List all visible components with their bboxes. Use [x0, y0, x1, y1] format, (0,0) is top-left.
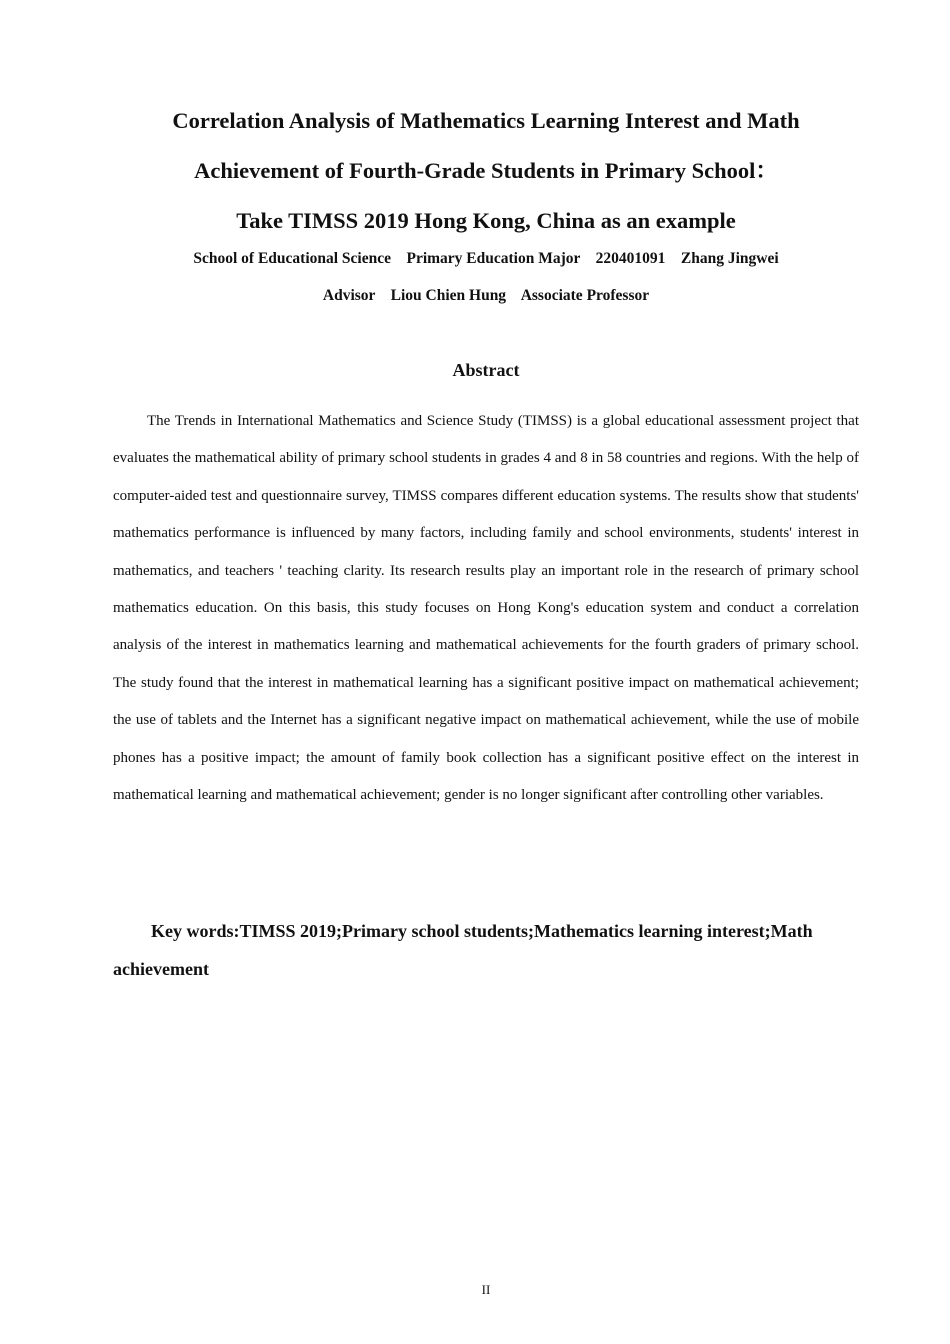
abstract-body: The Trends in International Mathematics and Science Study (TIMSS) is a global educational assessment project that evaluates the mathematical ability of primary school students in grades 4 and 8 in 58 countries and regions. With the help of computer-aided test and questionnaire survey, TIMSS compares different education systems. The results show that students' mathematics performance is influenced by many factors, including family and school environments, students' interest in mathematics, and teachers ' teaching clarity. Its research results play an important role in the research of primary school mathematics education. On this basis, this study focuses on Hong Kong's education system and conduct a correlation analysis of the interest in mathematics learning and mathematical achievements for the fourth graders of primary school. The study found that the interest in mathematical learning has a significant positive impact on mathematical achievement; the use of tablets and the Internet has a significant negative impact on mathematical achievement, while the use of mobile phones has a positive impact; the amount of family book collection has a significant positive effect on the interest in mathematical learning and mathematical achievement; gender is no longer significant after controlling other variables. — [113, 413, 859, 804]
keywords: Key words:TIMSS 2019;Primary school students;Mathematics learning interest;Math achievement — [113, 921, 813, 979]
author-info: School of Educational Science Primary Education Major 220401091 Zhang Jingwei — [193, 250, 779, 267]
title-line-3: Take TIMSS 2019 Hong Kong, China as an example — [236, 208, 736, 233]
abstract-heading: Abstract — [452, 360, 520, 380]
paper-title — [100, 96, 872, 246]
advisor-info: Advisor Liou Chien Hung Associate Professor — [322, 287, 650, 304]
page-number: II — [481, 1282, 491, 1297]
title-line-1: Correlation Analysis of Mathematics Learning Interest and Math — [172, 108, 800, 133]
title-line-2: Achievement of Fourth-Grade Students in Primary School： — [194, 158, 778, 183]
